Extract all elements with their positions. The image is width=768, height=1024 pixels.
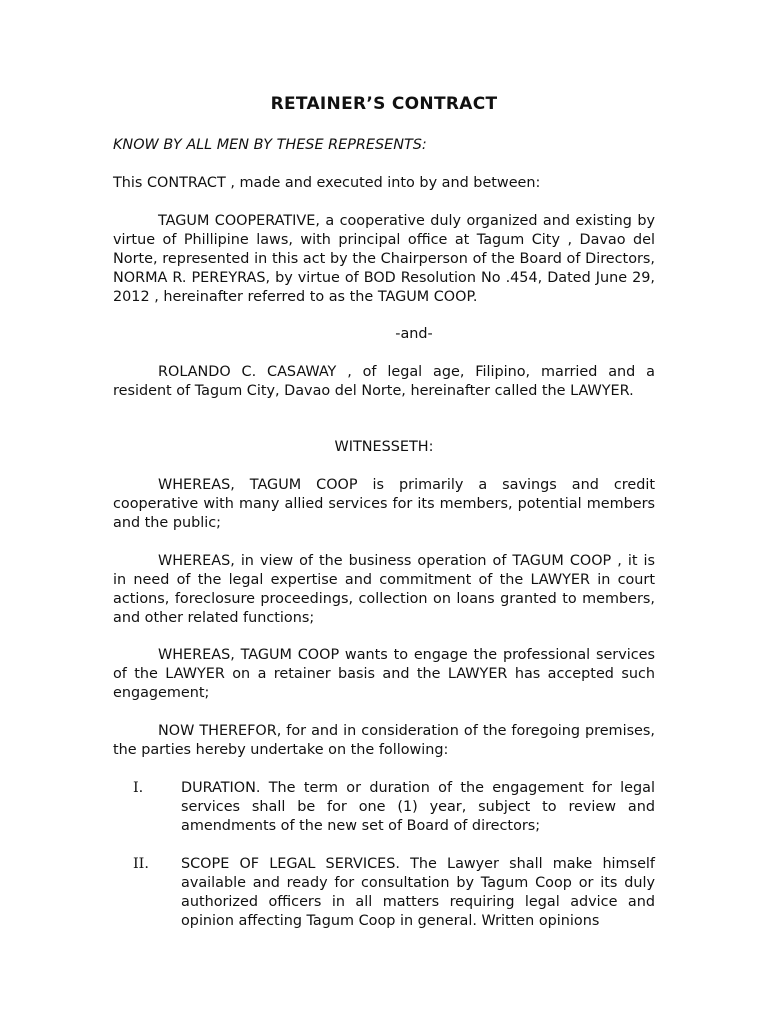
party-lawyer-paragraph: ROLANDO C. CASAWAY , of legal age, Filipino, married and a resident of Tagum City, Davao del Norte, hereinafter called the LAWYER.: [113, 364, 655, 399]
witnesseth-heading: WITNESSETH:: [334, 439, 434, 455]
term-text: DURATION. The term or duration of the engagement for legal services shall be for one (1) year, subject to review and amendments of the new set of Board of directors;: [181, 780, 655, 834]
whereas-paragraph-1: WHEREAS, TAGUM COOP is primarily a savings and credit cooperative with many allied services for its members, potential members and the public;: [113, 477, 655, 531]
whereas-paragraph-3: WHEREAS, TAGUM COOP wants to engage the professional services of the LAWYER on a retainer basis and the LAWYER has accepted such engagement;: [113, 647, 655, 701]
and-separator: -and-: [395, 326, 433, 342]
term-number: II.: [133, 856, 149, 872]
intro-line: This CONTRACT , made and executed into by and between:: [113, 175, 541, 191]
whereas-paragraph-2: WHEREAS, in view of the business operation of TAGUM COOP , it is in need of the legal expertise and commitment of the LAWYER in court actions, foreclosure proceedings, collection on loans granted to members, and other related functions;: [113, 553, 655, 626]
term-text: SCOPE OF LEGAL SERVICES. The Lawyer shall make himself available and ready for consultation by Tagum Coop or its duly authorized officers in all matters requiring legal advice and opinion affecting Tagum Coop in general. Written opinions: [181, 856, 655, 929]
contract-title: RETAINER’S CONTRACT: [270, 94, 498, 114]
party-coop-paragraph: TAGUM COOPERATIVE, a cooperative duly organized and existing by virtue of Phillipine laws, with principal office at Tagum City , Davao del Norte, represented in this act by the Chairperson of the Board of Directors, NORMA R. PEREYRAS, by virtue of BOD Resolution No .454, Dated June 29, 2012 , hereinafter referred to as the TAGUM COOP.: [113, 213, 655, 305]
term-item-scope: [133, 855, 655, 931]
greeting-line: KNOW BY ALL MEN BY THESE REPRESENTS:: [113, 137, 427, 153]
term-item-duration: [133, 779, 655, 836]
term-number: I.: [133, 780, 144, 796]
now-therefore-paragraph: NOW THEREFOR, for and in consideration of the foregoing premises, the parties hereby undertake on the following:: [113, 723, 655, 758]
